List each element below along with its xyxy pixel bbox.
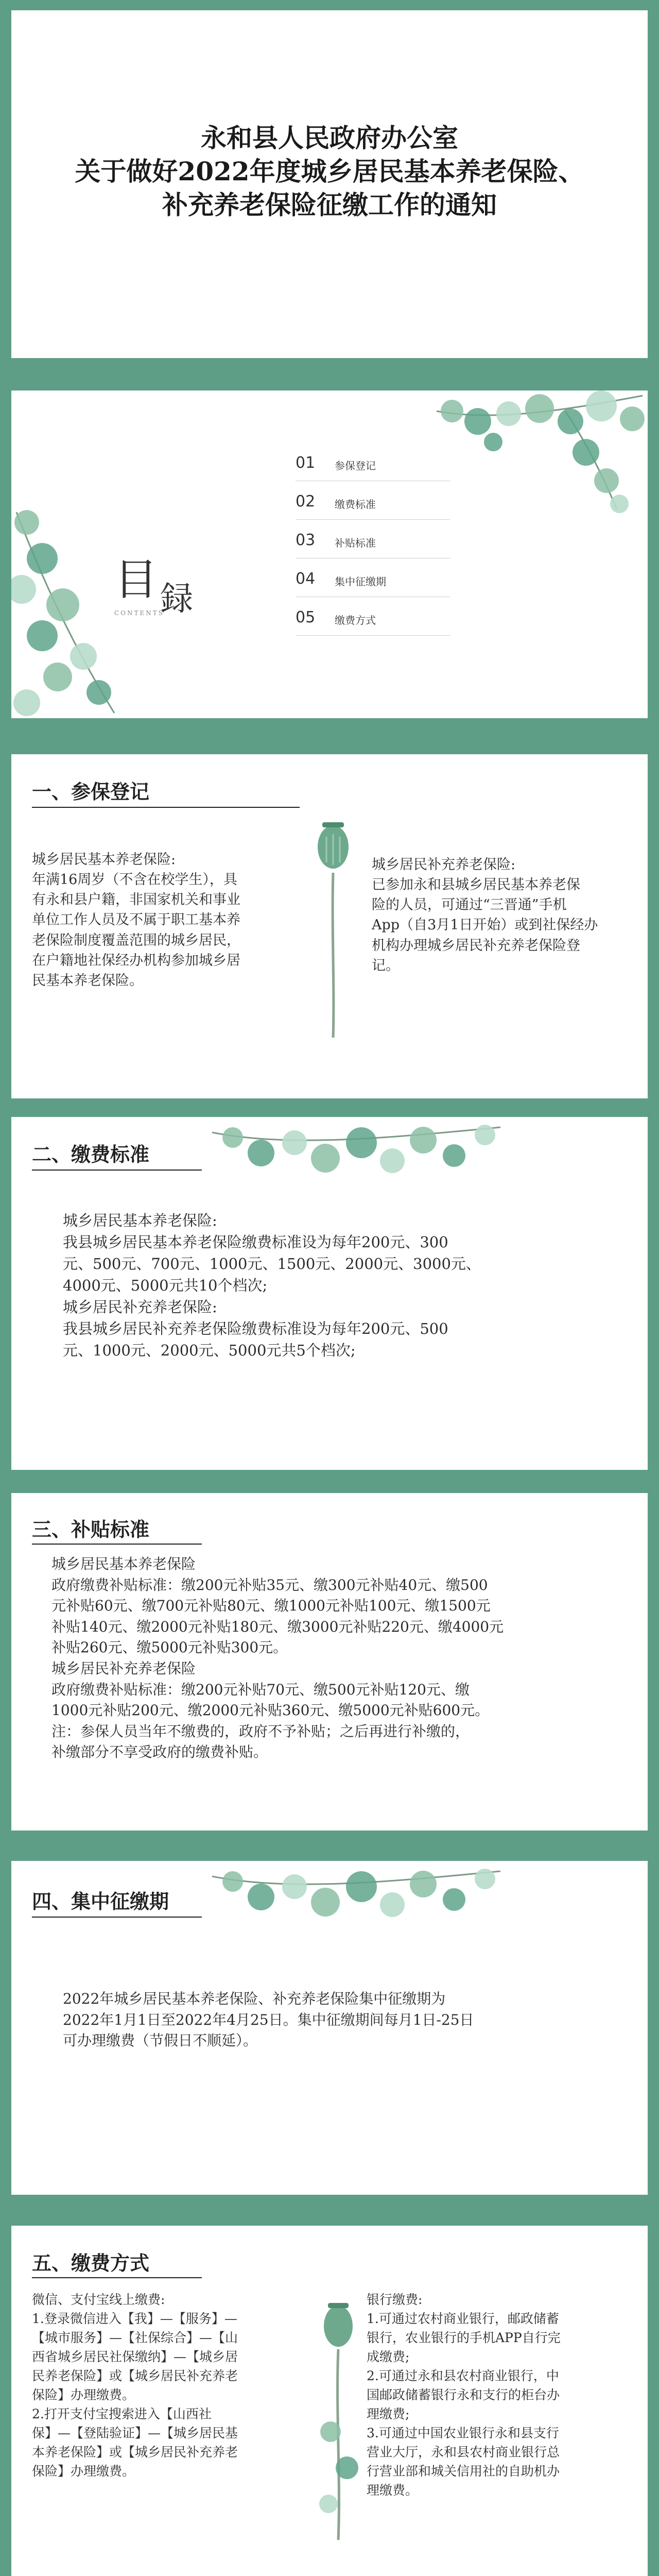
toc-heading [114,545,193,617]
section-5-left-text [32,2290,310,2481]
poppy-pod-icon [315,2298,361,2545]
text-line: 4000元、5000元共10个档次; [63,1277,268,1295]
text-line: 元、1000元、2000元、5000元共5个档次; [63,1342,356,1360]
cover-title-line-2: 关于做好2022年度城乡居民基本养老保险、 [75,156,584,187]
toc-label: 缴费标准 [335,498,376,511]
text-line: 补贴260元、缴5000元补贴300元。 [51,1639,288,1656]
section-2-text [63,1210,619,1361]
section-5-right-text [367,2290,634,2500]
text-line: 我县城乡居民补充养老保险缴费标准设为每年200元、500 [63,1320,448,1338]
text-line: 西省城乡居民社保缴纳】—【城乡居 [32,2349,238,2364]
toc-num: 01 [296,454,316,472]
section-1-title: 一、参保登记 [32,781,150,803]
text-line: 险的人员，可通过“三晋通”手机 [372,897,567,913]
section-3-text [51,1554,628,1763]
text-line: 城乡居民基本养老保险: [63,1212,217,1229]
text-line: 2.可通过永和县农村商业银行，中 [367,2368,559,2383]
text-line: 记。 [372,957,400,974]
section-4-title: 四、集中征缴期 [32,1890,169,1913]
section-4-slide [11,1861,648,2195]
eucalyptus-top-icon [212,1117,500,1184]
cover-title-line-1: 永和县人民政府办公室 [201,123,458,153]
text-line: 老保险制度覆盖范围的城乡居民， [32,932,240,948]
text-line: 补贴140元、缴2000元补贴180元、缴3000元补贴220元、缴4000元 [51,1618,504,1635]
text-line: 成缴费; [367,2349,410,2364]
text-line: 年满16周岁（不含在校学生），具 [32,872,237,888]
text-line: 可办理缴费（节假日不顺延）。 [63,2032,258,2049]
toc-label: 集中征缴期 [335,575,386,588]
text-line: 民基本养老保险。 [32,972,143,989]
text-line: 城乡居民基本养老保险 [51,1555,196,1572]
text-line: 理缴费; [367,2406,410,2421]
toc-num: 05 [296,608,316,626]
toc-num: 04 [296,570,316,588]
text-line: 2022年城乡居民基本养老保险、补充养老保险集中征缴期为 [63,1990,446,2007]
text-line: 在户籍地社保经办机构参加城乡居 [32,952,240,969]
text-line: 2.打开支付宝搜索进入【山西社 [32,2406,212,2421]
text-line: 已参加永和县城乡居民基本养老保 [372,877,580,893]
text-line: 【城市服务】—【社保综合】—【山 [32,2330,238,2345]
text-line: 保】—【登陆验证】—【城乡居民基 [32,2426,238,2441]
text-line: 政府缴费补贴标准：缴200元补贴35元、缴300元补贴40元、缴500 [51,1576,488,1594]
toc-num: 02 [296,493,316,511]
text-line: 理缴费。 [367,2483,419,2498]
text-line: 2022年1月1日至2022年4月25日。集中征缴期间每月1日-25日 [63,2011,474,2028]
section-2-title: 二、缴费标准 [32,1143,150,1166]
text-line: 城乡居民补充养老保险: [63,1298,217,1316]
section-5-slide [11,2226,648,2576]
section-2-slide [11,1117,648,1470]
poppy-pod-icon [315,816,351,1043]
text-line: 1000元补贴200元、缴2000元补贴360元、缴5000元补贴600元。 [51,1702,490,1719]
text-line: 城乡居民补充养老保险 [51,1659,196,1677]
text-line: App（自3月1日开始）或到社保经办 [372,917,598,934]
text-line: 我县城乡居民基本养老保险缴费标准设为每年200元、300 [63,1233,448,1251]
text-line: 微信、支付宝线上缴费: [32,2292,165,2307]
text-line: 注：参保人员当年不缴费的，政府不予补贴；之后再进行补缴的， [51,1722,470,1740]
text-line: 保险】办理缴费。 [32,2464,135,2479]
text-line: 政府缴费补贴标准：缴200元补贴70元、缴500元补贴120元、缴 [51,1681,470,1698]
text-line: 1.可通过农村商业银行，邮政储蓄 [367,2311,559,2326]
toc-subtitle: CONTENTS [114,609,165,617]
cover-title [11,121,648,222]
toc-num: 03 [296,531,316,549]
text-line: 3.可通过中国农业银行永和县支行 [367,2426,559,2441]
section-3-slide [11,1493,648,1831]
section-1-right-text [372,855,629,976]
eucalyptus-top-icon [212,1861,500,1928]
eucalyptus-top-right-icon [431,391,648,514]
text-line: 有永和县户籍，非国家机关和事业 [32,892,240,908]
text-line: 保险】办理缴费。 [32,2387,135,2402]
text-line: 国邮政储蓄银行永和支行的柜台办 [367,2387,560,2402]
toc-big-char: 目 [114,554,158,605]
text-line: 补缴部分不享受政府的缴费补贴。 [51,1743,268,1761]
section-1-left-text [32,850,300,991]
text-line: 1.登录微信进入【我】—【服务】— [32,2311,237,2326]
text-line: 银行缴费: [367,2292,423,2307]
toc-big-char-2: 録 [160,580,194,618]
toc-slide [11,391,648,718]
section-5-title: 五、缴费方式 [32,2252,150,2275]
text-line: 城乡居民补充养老保险: [372,857,516,873]
text-line: 本养老保险】或【城乡居民补充养老 [32,2445,238,2460]
text-line: 元、500元、700元、1000元、1500元、2000元、3000元、 [63,1255,481,1273]
cover-title-line-3: 补充养老保险征缴工作的通知 [162,190,497,220]
text-line: 银行，农业银行的手机APP自行完 [367,2330,561,2345]
text-line: 元补贴60元、缴700元补贴80元、缴1000元补贴100元、缴1500元 [51,1597,491,1615]
text-line: 民养老保险】或【城乡居民补充养老 [32,2368,238,2383]
section-4-text [63,1989,609,2052]
section-3-title: 三、补贴标准 [32,1518,150,1541]
text-line: 行营业部和城关信用社的自助机办 [367,2464,560,2479]
text-line: 单位工作人员及不属于职工基本养 [32,912,240,928]
cover-slide [11,10,648,358]
toc-label: 补贴标准 [335,537,376,549]
toc-label: 参保登记 [335,460,376,472]
toc-label: 缴费方式 [335,614,376,626]
text-line: 营业大厅，永和县农村商业银行总 [367,2445,560,2460]
text-line: 城乡居民基本养老保险: [32,852,176,868]
text-line: 机构办理城乡居民补充养老保险登 [372,937,580,954]
section-1-slide [11,754,648,1098]
